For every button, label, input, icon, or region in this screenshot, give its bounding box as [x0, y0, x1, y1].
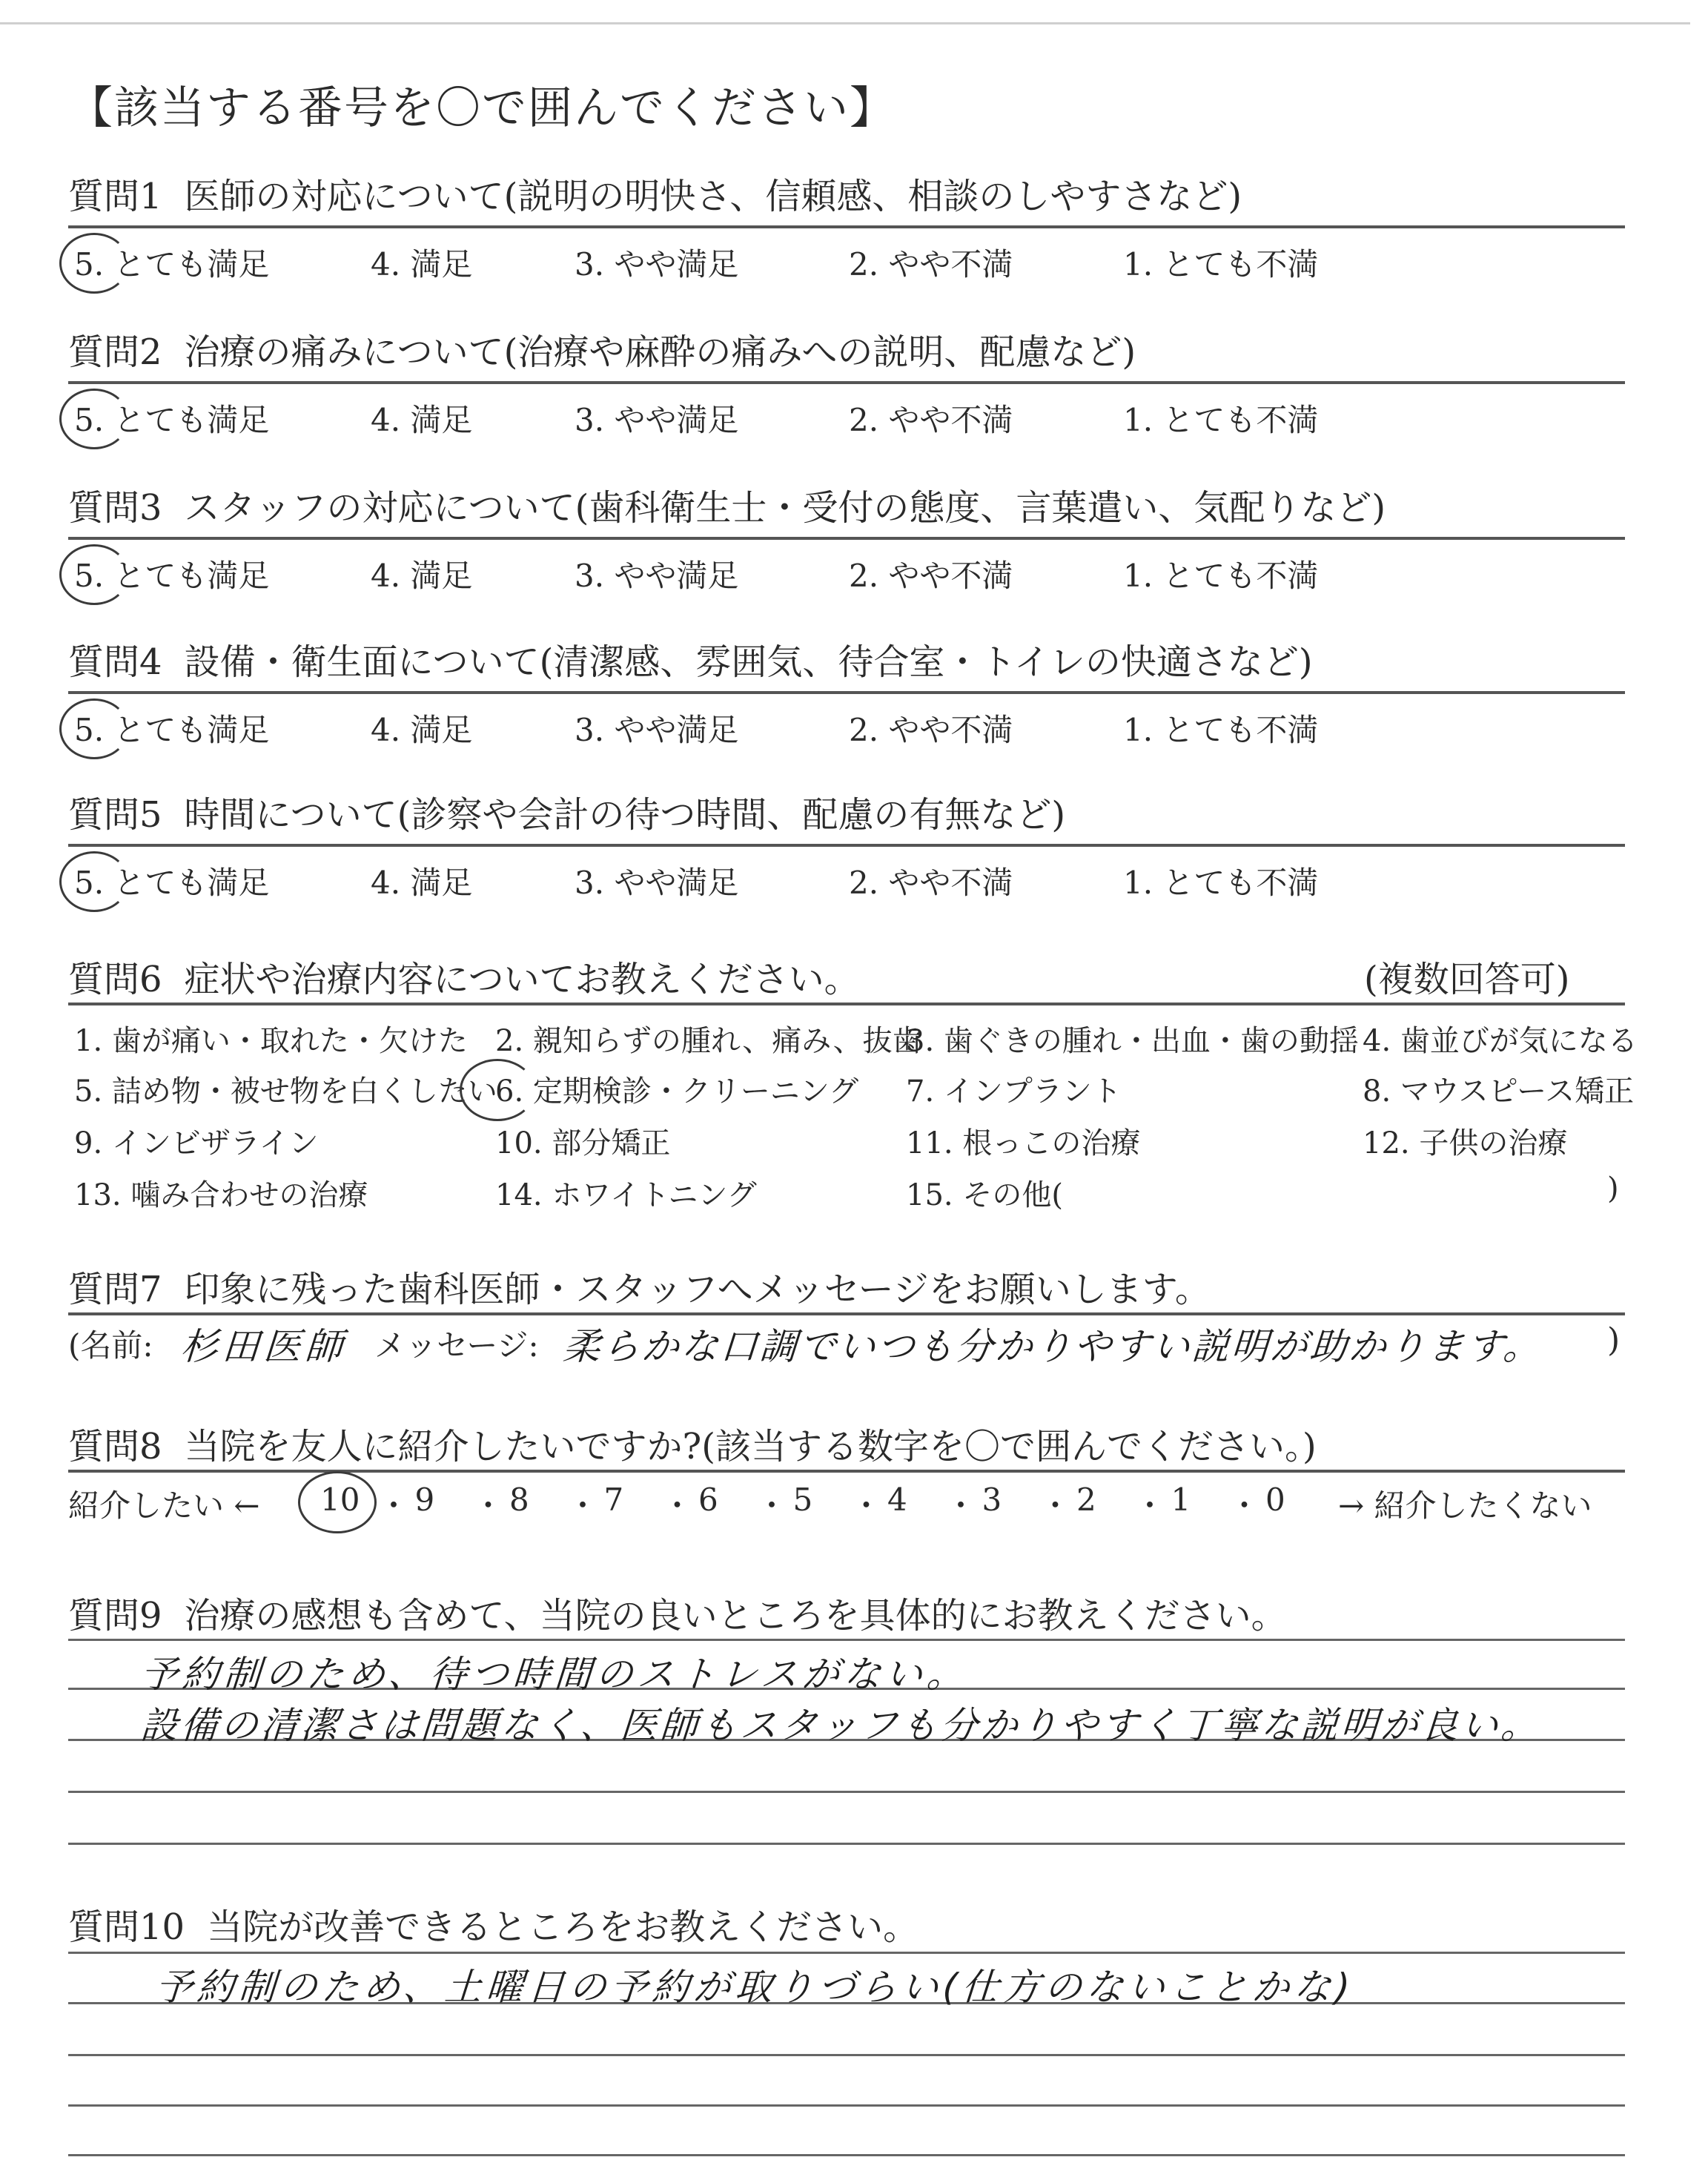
- q6-rule: [68, 1003, 1625, 1005]
- q10-text: 当院が改善できるところをお教えください。: [207, 1906, 919, 1948]
- q4-option-5[interactable]: 5. とても満足: [74, 712, 270, 748]
- q10-label: 質問10: [68, 1906, 185, 1948]
- q4-rule: [68, 691, 1625, 694]
- q9-line-1: [68, 1639, 1625, 1641]
- q7-name-handwritten: 杉田医師: [179, 1325, 348, 1368]
- q4-option-1[interactable]: 1. とても不満: [1123, 712, 1319, 748]
- q9-label: 質問9: [68, 1595, 162, 1636]
- q8-number-3[interactable]: 3: [982, 1482, 1002, 1518]
- q6-option-16[interactable]: ): [1607, 1172, 1619, 1206]
- q5-label: 質問5: [68, 794, 162, 836]
- q10-line-3: [68, 2054, 1625, 2056]
- q5-heading: [68, 786, 1065, 837]
- q7-text: 印象に残った歯科医師・スタッフへメッセージをお願いします。: [184, 1269, 1211, 1310]
- q8-separator-dot: ・: [850, 1487, 882, 1524]
- q2-text: 治療の痛みについて(治療や麻酔の痛みへの説明、配慮など): [184, 331, 1136, 373]
- q3-heading: [68, 479, 1386, 530]
- q8-number-6[interactable]: 6: [698, 1482, 718, 1518]
- q6-option-5[interactable]: 5. 詰め物・被せ物を白くしたい: [74, 1074, 497, 1109]
- q2-option-1[interactable]: 1. とても不満: [1123, 402, 1319, 438]
- q6-option-10[interactable]: 10. 部分矯正: [495, 1126, 671, 1160]
- q8-number-4[interactable]: 4: [887, 1482, 907, 1518]
- q6-option-3[interactable]: 3. 歯ぐきの腫れ・出血・歯の動揺: [906, 1024, 1359, 1058]
- q8-text: 当院を友人に紹介したいですか?(該当する数字を〇で囲んでください。): [184, 1426, 1317, 1467]
- q6-option-14[interactable]: 14. ホワイトニング: [495, 1178, 757, 1212]
- q3-label: 質問3: [68, 487, 162, 529]
- q6-heading: [68, 951, 860, 1002]
- q2-selected-circle: [59, 389, 129, 449]
- q10-answer-line-1: 予約制のため、土曜日の予約が取りづらい(仕方のないことかな): [153, 1966, 1356, 2009]
- q6-option-2[interactable]: 2. 親知らずの腫れ、痛み、抜歯: [495, 1024, 922, 1058]
- q7-heading: [68, 1261, 1211, 1312]
- q2-label: 質問2: [68, 331, 162, 373]
- q8-separator-dot: ・: [1134, 1487, 1166, 1524]
- q5-option-3[interactable]: 3. やや満足: [575, 865, 739, 901]
- q10-line-4: [68, 2104, 1625, 2107]
- q1-option-5[interactable]: 5. とても満足: [74, 246, 270, 283]
- q8-heading: [68, 1418, 1317, 1469]
- q1-option-1[interactable]: 1. とても不満: [1123, 246, 1319, 283]
- q3-option-4[interactable]: 4. 満足: [371, 558, 473, 594]
- q8-number-1[interactable]: 1: [1171, 1482, 1191, 1518]
- q8-selected-circle: [298, 1471, 377, 1533]
- q9-answer-line-1: 予約制のため、待つ時間のストレスがない。: [139, 1653, 970, 1696]
- q3-text: スタッフの対応について(歯科衛生士・受付の態度、言葉遣い、気配りなど): [184, 487, 1386, 529]
- q8-separator-dot: ・: [1039, 1487, 1071, 1524]
- q1-option-4[interactable]: 4. 満足: [371, 246, 473, 283]
- q3-option-3[interactable]: 3. やや満足: [575, 558, 739, 594]
- q7-message-label: メッセージ:: [374, 1327, 539, 1364]
- q4-text: 設備・衛生面について(清潔感、雰囲気、待合室・トイレの快適さなど): [184, 641, 1313, 683]
- q6-option-9[interactable]: 9. インビザライン: [74, 1126, 319, 1160]
- q10-heading: [68, 1898, 918, 1949]
- q2-rule: [68, 381, 1625, 384]
- q10-line-5: [68, 2154, 1625, 2156]
- q2-option-5[interactable]: 5. とても満足: [74, 402, 270, 438]
- q6-option-7[interactable]: 7. インプラント: [906, 1074, 1122, 1109]
- q2-option-3[interactable]: 3. やや満足: [575, 402, 739, 438]
- q8-left-label: 紹介したい ←: [68, 1487, 260, 1524]
- q5-option-1[interactable]: 1. とても不満: [1123, 865, 1319, 901]
- q8-separator-dot: ・: [472, 1487, 504, 1524]
- q8-separator-dot: ・: [567, 1487, 599, 1524]
- q7-rule: [68, 1312, 1625, 1315]
- q8-separator-dot: ・: [661, 1487, 693, 1524]
- q3-option-2[interactable]: 2. やや不満: [849, 558, 1013, 594]
- q7-name-label: (名前:: [68, 1327, 153, 1364]
- q4-option-4[interactable]: 4. 満足: [371, 712, 473, 748]
- q4-selected-circle: [59, 698, 129, 759]
- q8-label: 質問8: [68, 1426, 162, 1467]
- q5-text: 時間について(診察や会計の待つ時間、配慮の有無など): [184, 794, 1066, 836]
- q4-option-3[interactable]: 3. やや満足: [575, 712, 739, 748]
- q6-label: 質問6: [68, 959, 162, 1000]
- q3-selected-circle: [59, 544, 129, 605]
- q8-separator-dot: ・: [945, 1487, 977, 1524]
- q5-option-2[interactable]: 2. やや不満: [849, 865, 1013, 901]
- q6-option-6[interactable]: 6. 定期検診・クリーニング: [495, 1074, 859, 1109]
- q5-option-5[interactable]: 5. とても満足: [74, 865, 270, 901]
- q6-option-4[interactable]: 4. 歯並びが気になる: [1363, 1024, 1638, 1058]
- q9-line-5: [68, 1843, 1625, 1845]
- q8-number-2[interactable]: 2: [1076, 1482, 1096, 1518]
- q9-heading: [68, 1587, 1287, 1638]
- q8-number-9[interactable]: 9: [414, 1482, 435, 1518]
- q6-note: (複数回答可): [1364, 959, 1570, 1000]
- q1-selected-circle: [59, 233, 129, 294]
- q7-close-paren: ): [1607, 1321, 1621, 1359]
- q1-text: 医師の対応について(説明の明快さ、信頼感、相談のしやすさなど): [184, 176, 1242, 217]
- page-title: 【該当する番号を〇で囲んでください】: [68, 82, 896, 134]
- q9-line-4: [68, 1791, 1625, 1793]
- q5-rule: [68, 844, 1625, 847]
- q1-option-2[interactable]: 2. やや不満: [849, 246, 1013, 283]
- q8-right-label: → 紹介したくない: [1338, 1487, 1592, 1524]
- q8-separator-dot: ・: [378, 1487, 410, 1524]
- q5-option-4[interactable]: 4. 満足: [371, 865, 473, 901]
- top-scan-edge: [0, 22, 1690, 24]
- q2-option-2[interactable]: 2. やや不満: [849, 402, 1013, 438]
- q6-option-11[interactable]: 11. 根っこの治療: [906, 1126, 1141, 1160]
- q9-text: 治療の感想も含めて、当院の良いところを具体的にお教えください。: [184, 1595, 1287, 1636]
- q4-label: 質問4: [68, 641, 162, 683]
- q7-label: 質問7: [68, 1269, 162, 1310]
- q8-number-10[interactable]: 10: [320, 1482, 360, 1518]
- q1-rule: [68, 225, 1625, 228]
- q3-option-5[interactable]: 5. とても満足: [74, 558, 270, 594]
- q7-message-handwritten: 柔らかな口調でいつも分かりやすい説明が助かります。: [561, 1325, 1544, 1368]
- q6-option-8[interactable]: 8. マウスピース矯正: [1363, 1074, 1635, 1109]
- q9-answer-line-2: 設備の清潔さは問題なく、医師もスタッフも分かりやすく丁寧な説明が良い。: [139, 1704, 1543, 1747]
- q4-option-2[interactable]: 2. やや不満: [849, 712, 1013, 748]
- q3-rule: [68, 537, 1625, 540]
- q8-number-0[interactable]: 0: [1265, 1482, 1285, 1518]
- q8-separator-dot: ・: [1228, 1487, 1260, 1524]
- q6-selected-circle: [460, 1059, 535, 1121]
- q6-option-15[interactable]: 15. その他(: [906, 1178, 1063, 1212]
- q8-number-8[interactable]: 8: [509, 1482, 529, 1518]
- q4-heading: [68, 633, 1313, 684]
- q1-label: 質問1: [68, 176, 162, 217]
- q1-option-3[interactable]: 3. やや満足: [575, 246, 739, 283]
- q1-heading: [68, 168, 1242, 219]
- q6-option-12[interactable]: 12. 子供の治療: [1363, 1126, 1568, 1160]
- q8-number-7[interactable]: 7: [603, 1482, 624, 1518]
- q2-option-4[interactable]: 4. 満足: [371, 402, 473, 438]
- q8-rule: [68, 1470, 1625, 1473]
- q6-option-1[interactable]: 1. 歯が痛い・取れた・欠けた: [74, 1024, 468, 1058]
- q6-text: 症状や治療内容についてお教えください。: [184, 959, 860, 1000]
- q8-separator-dot: ・: [756, 1487, 788, 1524]
- q10-line-1: [68, 1952, 1625, 1954]
- q6-option-13[interactable]: 13. 噛み合わせの治療: [74, 1178, 368, 1212]
- q8-number-5[interactable]: 5: [792, 1482, 813, 1518]
- q5-selected-circle: [59, 851, 129, 912]
- q3-option-1[interactable]: 1. とても不満: [1123, 558, 1319, 594]
- q2-heading: [68, 323, 1136, 374]
